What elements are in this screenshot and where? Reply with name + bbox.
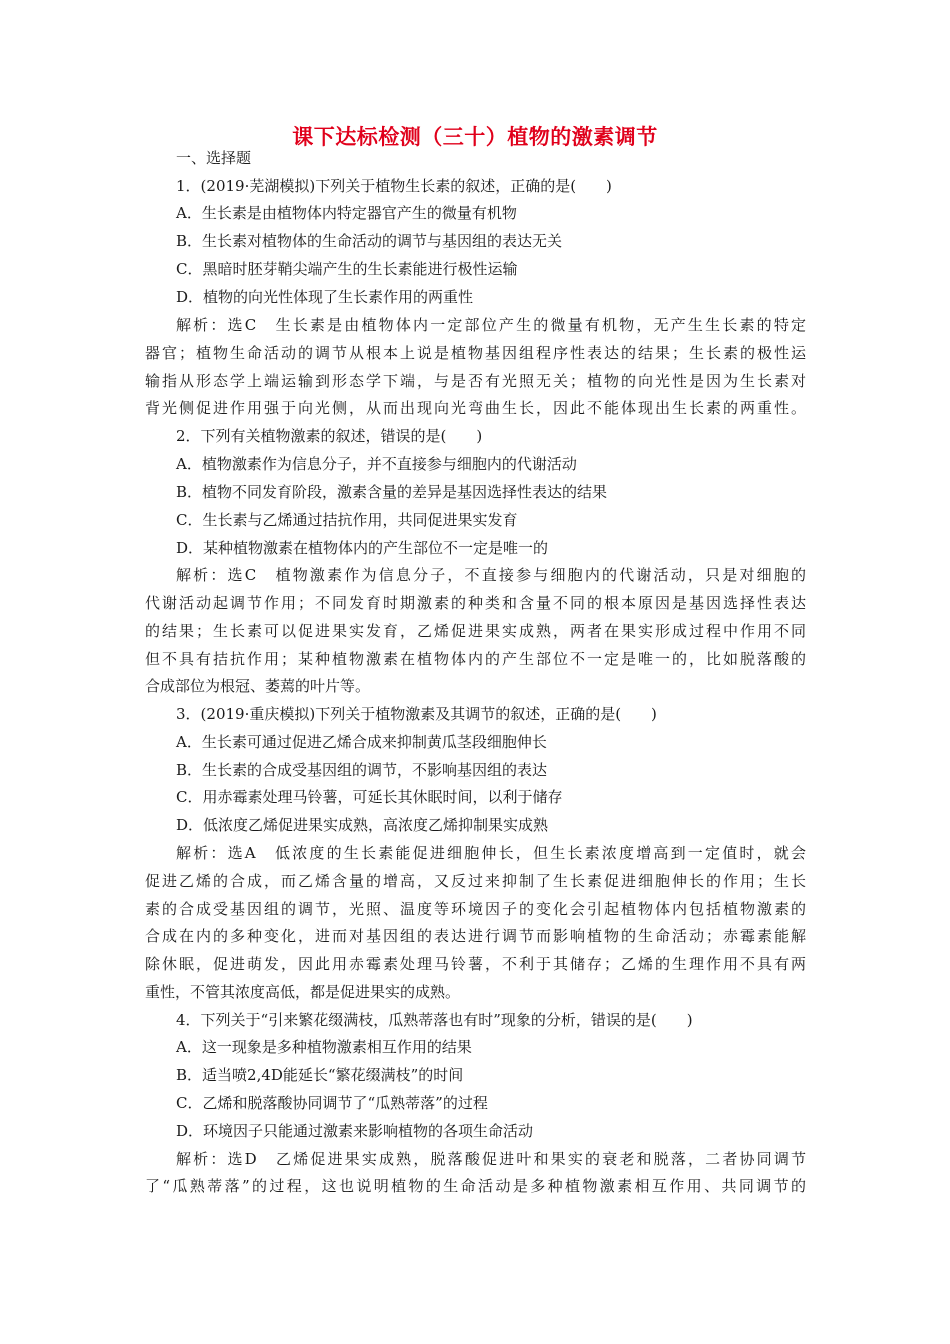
question-4-analysis-line: 了“瓜熟蒂落”的过程，这也说明植物的生命活动是多种植物激素相互作用、共同调节的 (145, 1177, 806, 1195)
question-2-option-b: B．植物不同发育阶段，激素含量的差异是基因选择性表达的结果 (176, 483, 608, 501)
question-3-analysis-line: 除休眠，促进萌发，因此用赤霉素处理马铃薯，不利于其储存；乙烯的生理作用不具有两 (145, 955, 806, 973)
question-3-option-d: D．低浓度乙烯促进果实成熟，高浓度乙烯抑制果实成熟 (176, 816, 549, 834)
question-2-option-c: C．生长素与乙烯通过拮抗作用，共同促进果实发育 (176, 511, 518, 529)
question-3-analysis-line: 合成在内的多种变化，进而对基因组的表达进行调节而影响植物的生命活动；赤霉素能解 (145, 927, 806, 945)
question-3-analysis-line: 促进乙烯的合成，而乙烯含量的增高，又反过来抑制了生长素促进细胞伸长的作用；生长 (145, 872, 806, 890)
question-2-option-d: D．某种植物激素在植物体内的产生部位不一定是唯一的 (176, 539, 549, 557)
question-2-analysis-line: 但不具有拮抗作用；某种植物激素在植物体内的产生部位不一定是唯一的，比如脱落酸的 (145, 650, 806, 668)
question-4-option-c: C．乙烯和脱落酸协同调节了“瓜熟蒂落”的过程 (176, 1094, 488, 1112)
question-3-analysis-line: 素的合成受基因组的调节，光照、温度等环境因子的变化会引起植物体内包括植物激素的 (145, 900, 806, 918)
question-3-stem: 3．(2019·重庆模拟)下列关于植物激素及其调节的叙述，正确的是( ) (176, 705, 657, 723)
question-3-analysis-line: 重性，不管其浓度高低，都是促进果实的成熟。 (145, 983, 461, 1001)
question-1-option-a: A．生长素是由植物体内特定器官产生的微量有机物 (176, 204, 517, 222)
section-heading: 一、选择题 (176, 149, 252, 167)
question-2-analysis-line: 合成部位为根冠、萎蔫的叶片等。 (145, 677, 371, 695)
question-3-option-a: A．生长素可通过促进乙烯合成来抑制黄瓜茎段细胞伸长 (176, 733, 547, 751)
question-4-analysis-line: 解析：选D 乙烯促进果实成熟，脱落酸促进叶和果实的衰老和脱落，二者协同调节 (176, 1150, 806, 1168)
question-2-analysis-line: 的结果；生长素可以促进果实发育，乙烯促进果实成熟，两者在果实形成过程中作用不同 (145, 622, 806, 640)
question-2-option-a: A．植物激素作为信息分子，并不直接参与细胞内的代谢活动 (176, 455, 577, 473)
question-1-analysis-line: 器官；植物生命活动的调节从根本上说是植物基因组程序性表达的结果；生长素的极性运 (145, 344, 806, 362)
question-4-option-a: A．这一现象是多种植物激素相互作用的结果 (176, 1038, 472, 1056)
question-1-option-d: D．植物的向光性体现了生长素作用的两重性 (176, 288, 474, 306)
question-1-stem: 1．(2019·芜湖模拟)下列关于植物生长素的叙述，正确的是( ) (176, 177, 612, 195)
question-4-stem: 4．下列关于“引来繁花缀满枝，瓜熟蒂落也有时”现象的分析，错误的是( ) (176, 1011, 693, 1029)
page-title: 课下达标检测（三十）植物的激素调节 (292, 124, 658, 149)
question-3-option-c: C．用赤霉素处理马铃薯，可延长其休眠时间，以利于储存 (176, 788, 563, 806)
question-4-option-d: D．环境因子只能通过激素来影响植物的各项生命活动 (176, 1122, 534, 1140)
question-1-analysis-line: 解析：选C 生长素是由植物体内一定部位产生的微量有机物，无产生生长素的特定 (176, 316, 806, 334)
question-4-option-b: B．适当喷2,4D能延长“繁花缀满枝”的时间 (176, 1066, 464, 1084)
question-1-analysis-line: 输指从形态学上端运输到形态学下端，与是否有光照无关；植物的向光性是因为生长素对 (145, 372, 806, 390)
question-1-analysis-line: 背光侧促进作用强于向光侧，从而出现向光弯曲生长，因此不能体现出生长素的两重性。 (145, 399, 806, 417)
question-3-option-b: B．生长素的合成受基因组的调节，不影响基因组的表达 (176, 761, 548, 779)
question-2-analysis-line: 解析：选C 植物激素作为信息分子，不直接参与细胞内的代谢活动，只是对细胞的 (176, 566, 806, 584)
question-3-analysis-line: 解析：选A 低浓度的生长素能促进细胞伸长，但生长素浓度增高到一定值时，就会 (176, 844, 806, 862)
question-2-stem: 2．下列有关植物激素的叙述，错误的是( ) (176, 427, 483, 445)
question-1-option-b: B．生长素对植物体的生命活动的调节与基因组的表达无关 (176, 232, 563, 250)
question-1-option-c: C．黑暗时胚芽鞘尖端产生的生长素能进行极性运输 (176, 260, 518, 278)
question-2-analysis-line: 代谢活动起调节作用；不同发育时期激素的种类和含量不同的根本原因是基因选择性表达 (145, 594, 806, 612)
